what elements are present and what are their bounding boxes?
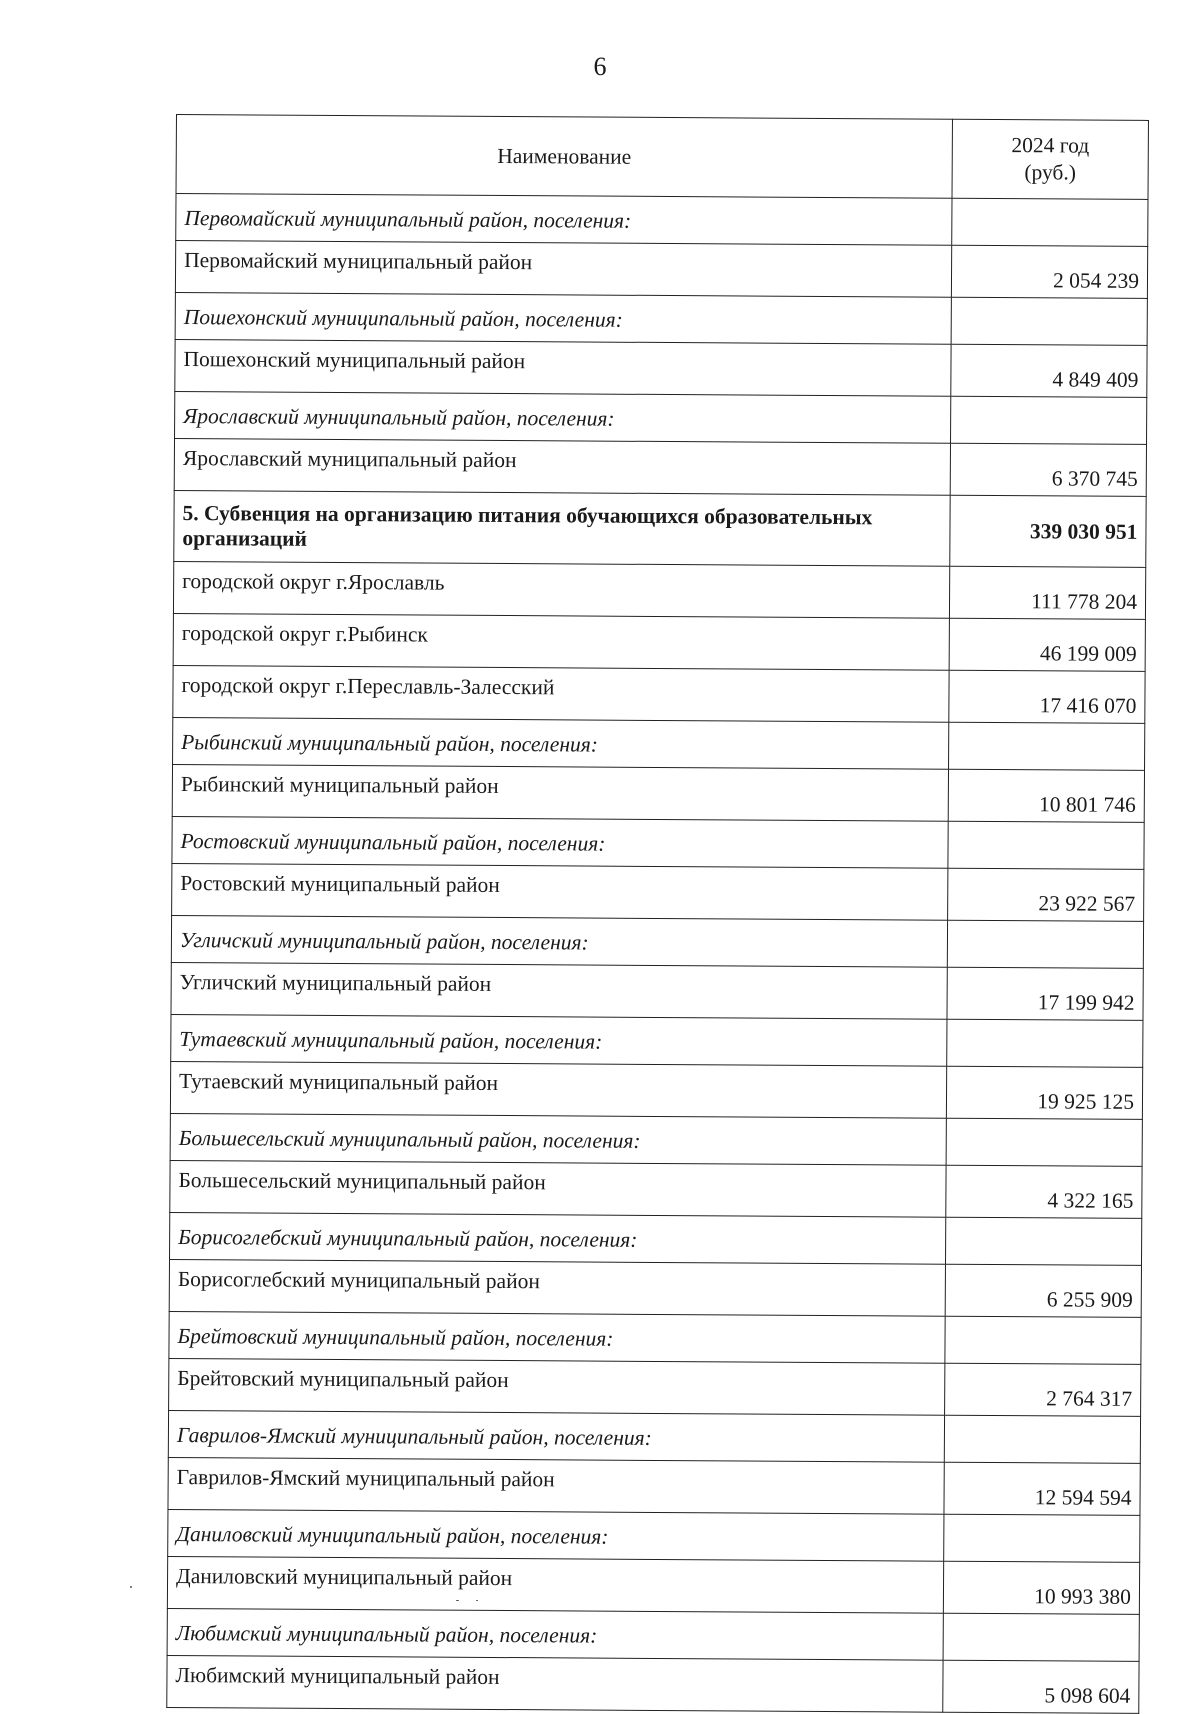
table-row <box>167 1556 1139 1614</box>
scan-speck <box>456 1600 459 1601</box>
row-name-cell: Ростовский муниципальный район, поселения: <box>172 816 948 868</box>
row-name-cell: Угличский муниципальный район, поселения: <box>171 915 947 967</box>
row-name-cell: Гаврилов-Ямский муниципальный район <box>168 1457 944 1514</box>
row-name-cell: Угличский муниципальный район <box>171 962 947 1019</box>
table-row <box>169 1358 1141 1416</box>
row-name-cell: Большесельский муниципальный район <box>170 1160 946 1217</box>
table-row <box>174 438 1146 496</box>
page-number: 6 <box>593 52 607 81</box>
name-column-header: Наименование <box>176 115 952 199</box>
row-name-cell: городской округ г.Ярославль <box>173 561 949 618</box>
table-row <box>173 613 1145 671</box>
row-value-cell: 12 594 594 <box>944 1462 1140 1515</box>
row-name-cell: Первомайский муниципальный район <box>175 241 951 298</box>
group-header-row <box>170 1113 1142 1166</box>
row-value-cell <box>951 396 1147 444</box>
table-row <box>172 764 1144 822</box>
value-column-header-year: 2024 год <box>1011 133 1090 158</box>
row-name-cell: 5. Субвенция на организацию питания обучающихся образовательных организаций <box>174 490 950 566</box>
row-value-cell: 19 925 125 <box>946 1066 1142 1119</box>
row-value-cell <box>945 1316 1141 1364</box>
row-value-cell <box>946 1118 1142 1166</box>
row-value-cell: 4 849 409 <box>951 344 1147 397</box>
row-name-cell: Тутаевский муниципальный район, поселения: <box>171 1014 947 1066</box>
row-name-cell: Брейтовский муниципальный район, поселения: <box>169 1311 945 1363</box>
row-value-cell <box>945 1217 1141 1265</box>
value-column-header-unit: (руб.) <box>1024 160 1077 185</box>
row-value-cell: 111 778 204 <box>949 566 1145 619</box>
row-name-cell: Пошехонский муниципальный район <box>175 339 951 396</box>
table-row <box>168 1457 1140 1515</box>
value-column-header <box>952 119 1148 199</box>
group-header-row <box>170 1212 1142 1265</box>
row-value-cell <box>944 1415 1140 1463</box>
table-row <box>172 863 1144 921</box>
row-name-cell: Рыбинский муниципальный район <box>172 764 948 821</box>
row-value-cell: 6 255 909 <box>945 1264 1141 1317</box>
table-row <box>171 962 1143 1020</box>
row-name-cell: Тутаевский муниципальный район <box>170 1061 946 1118</box>
row-value-cell: 10 993 380 <box>943 1561 1139 1614</box>
row-name-cell: Брейтовский муниципальный район <box>169 1358 945 1415</box>
row-name-cell: Любимский муниципальный район, поселения: <box>167 1608 943 1660</box>
group-header-row <box>169 1311 1141 1364</box>
row-name-cell: Первомайский муниципальный район, поселения: <box>176 194 952 246</box>
row-value-cell <box>943 1613 1139 1661</box>
allocation-table <box>166 114 1149 1714</box>
group-header-row <box>175 391 1147 444</box>
table-row <box>173 665 1145 723</box>
row-name-cell: Даниловский муниципальный район, поселения: <box>168 1509 944 1561</box>
row-name-cell: Даниловский муниципальный район <box>167 1556 943 1613</box>
group-header-row <box>176 194 1148 247</box>
section-total-row <box>174 490 1146 567</box>
row-value-cell: 5 098 604 <box>943 1660 1139 1713</box>
row-value-cell <box>949 722 1145 770</box>
group-header-row <box>172 816 1144 869</box>
group-header-row <box>167 1608 1139 1661</box>
row-name-cell: Ярославский муниципальный район <box>174 438 950 495</box>
row-value-cell: 23 922 567 <box>948 868 1144 921</box>
row-name-cell: Любимский муниципальный район <box>167 1655 943 1712</box>
group-header-row <box>171 915 1143 968</box>
row-name-cell: Большесельский муниципальный район, поселения: <box>170 1113 946 1165</box>
row-value-cell <box>947 1019 1143 1067</box>
row-value-cell <box>944 1514 1140 1562</box>
row-value-cell: 17 416 070 <box>949 670 1145 723</box>
row-name-cell: Пошехонский муниципальный район, поселения: <box>175 292 951 344</box>
group-header-row <box>168 1410 1140 1463</box>
row-name-cell: городской округ г.Рыбинск <box>173 613 949 670</box>
table-body <box>167 194 1148 1714</box>
row-value-cell: 46 199 009 <box>949 618 1145 671</box>
row-name-cell: Ярославский муниципальный район, поселения: <box>175 391 951 443</box>
row-name-cell: Ростовский муниципальный район <box>172 863 948 920</box>
row-name-cell: городской округ г.Переславль-Залесский <box>173 665 949 722</box>
row-value-cell <box>951 297 1147 345</box>
row-value-cell: 2 054 239 <box>951 245 1147 298</box>
group-header-row <box>168 1509 1140 1562</box>
row-name-cell: Гаврилов-Ямский муниципальный район, поселения: <box>168 1410 944 1462</box>
row-value-cell <box>948 821 1144 869</box>
group-header-row <box>173 717 1145 770</box>
group-header-row <box>175 292 1147 345</box>
table-row <box>175 339 1147 397</box>
table-header-row <box>176 115 1148 200</box>
table-row <box>170 1160 1142 1218</box>
row-value-cell: 339 030 951 <box>950 495 1146 567</box>
table-row <box>169 1259 1141 1317</box>
row-value-cell: 17 199 942 <box>947 967 1143 1020</box>
scan-speck <box>476 1600 478 1601</box>
table-row <box>175 241 1147 299</box>
row-name-cell: Борисоглебский муниципальный район, поселения: <box>170 1212 946 1264</box>
table-row <box>170 1061 1142 1119</box>
row-value-cell: 2 764 317 <box>945 1363 1141 1416</box>
table-row <box>173 561 1145 619</box>
row-value-cell: 6 370 745 <box>950 443 1146 496</box>
scan-speck <box>130 1586 132 1588</box>
group-header-row <box>171 1014 1143 1067</box>
table-row <box>167 1655 1139 1713</box>
row-value-cell: 10 801 746 <box>948 769 1144 822</box>
row-value-cell <box>952 198 1148 246</box>
row-value-cell: 4 322 165 <box>946 1165 1142 1218</box>
row-name-cell: Рыбинский муниципальный район, поселения: <box>173 717 949 769</box>
row-value-cell <box>947 920 1143 968</box>
row-name-cell: Борисоглебский муниципальный район <box>169 1259 945 1316</box>
